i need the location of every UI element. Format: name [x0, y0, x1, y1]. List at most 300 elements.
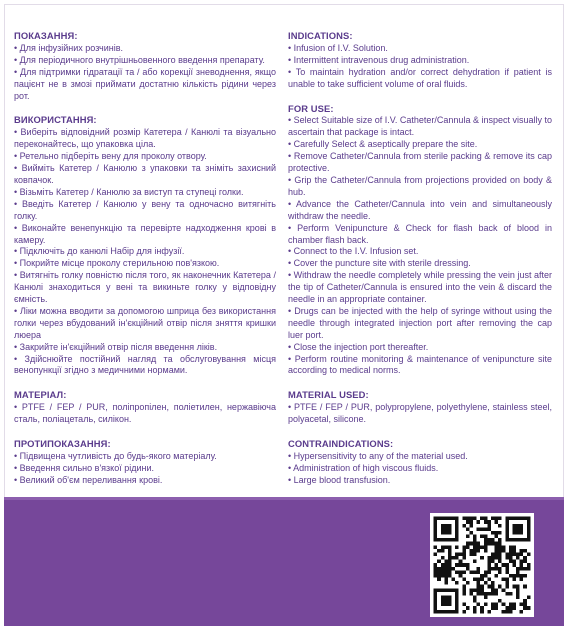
qr-module [505, 527, 509, 531]
qr-module [512, 524, 516, 528]
qr-module [444, 570, 448, 574]
qr-module [444, 545, 448, 549]
qr-module [498, 517, 502, 521]
qr-module [434, 531, 438, 535]
qr-module [502, 578, 506, 582]
qr-module [509, 545, 513, 549]
qr-module [487, 556, 491, 560]
qr-module [477, 549, 481, 553]
qr-module [473, 517, 477, 521]
qr-module [527, 606, 531, 610]
list-item: • Intermittent intravenous drug administration. [288, 54, 470, 65]
qr-module [441, 567, 445, 571]
qr-module [477, 581, 481, 585]
qr-module [516, 588, 520, 592]
qr-module [455, 545, 459, 549]
qr-module [512, 545, 516, 549]
qr-module [434, 606, 438, 610]
qr-module [448, 538, 452, 542]
qr-module [477, 578, 481, 582]
qr-module [520, 517, 524, 521]
qr-module [495, 542, 499, 546]
qr-module [509, 610, 513, 614]
qr-module [512, 578, 516, 582]
qr-module [434, 517, 438, 521]
qr-module [498, 542, 502, 546]
qr-module [495, 574, 499, 578]
qr-module [520, 563, 524, 567]
qr-module [520, 574, 524, 578]
qr-module [520, 578, 524, 582]
qr-module [455, 535, 459, 539]
qr-module [469, 531, 473, 535]
qr-module [505, 581, 509, 585]
qr-module [448, 531, 452, 535]
qr-module [462, 524, 466, 528]
qr-module [505, 520, 509, 524]
list-item: • Drugs can be injected with the help of syringe without using the needle through integrated injection port after removing the cap luer port. [288, 305, 552, 340]
qr-module [509, 549, 513, 553]
list-item: • Grip the Catheter/Cannula from projections provided on body & hub. [288, 174, 552, 197]
qr-module [473, 552, 477, 556]
list-item: • Закрийте ін'єкційний отвір після введення ліків. [14, 341, 218, 352]
qr-module [484, 592, 488, 596]
qr-module [437, 610, 441, 614]
qr-module [495, 592, 499, 596]
heading-contraindications-ua: ПРОТИПОКАЗАННЯ: [14, 438, 111, 450]
qr-module [441, 595, 445, 599]
qr-module [495, 563, 499, 567]
qr-module [512, 606, 516, 610]
qr-module [477, 588, 481, 592]
heading-contraindications-en: CONTRAINDICATIONS: [288, 438, 394, 450]
qr-module [480, 585, 484, 589]
qr-module [491, 585, 495, 589]
qr-module [462, 592, 466, 596]
qr-module [498, 524, 502, 528]
qr-module [516, 592, 520, 596]
qr-module [487, 527, 491, 531]
qr-module [437, 570, 441, 574]
qr-module [487, 592, 491, 596]
qr-module [512, 563, 516, 567]
qr-module [491, 531, 495, 535]
qr-module [477, 542, 481, 546]
qr-module [527, 524, 531, 528]
qr-module [505, 556, 509, 560]
qr-module [502, 549, 506, 553]
qr-module [505, 570, 509, 574]
qr-module [509, 574, 513, 578]
qr-module [523, 574, 527, 578]
heading-indications-ua: ПОКАЗАННЯ: [14, 30, 78, 41]
qr-module [523, 567, 527, 571]
qr-module [434, 570, 438, 574]
qr-module [520, 610, 524, 614]
qr-module [487, 570, 491, 574]
qr-module [444, 581, 448, 585]
qr-module [441, 574, 445, 578]
qr-module [495, 552, 499, 556]
qr-module [523, 599, 527, 603]
qr-module [512, 527, 516, 531]
qr-module [477, 567, 481, 571]
qr-module [448, 599, 452, 603]
qr-module [495, 606, 499, 610]
qr-module [480, 545, 484, 549]
qr-module [520, 531, 524, 535]
qr-module [484, 520, 488, 524]
qr-module [487, 524, 491, 528]
qr-module [491, 588, 495, 592]
list-item: • Для підтримки гідратації та / або корекції зневоднення, якщо пацієнт не в змозі приймати достатню кількість рідини через рот. [14, 66, 276, 101]
list-item: • Perform routine monitoring & maintenance of venipuncture site according to medical norms. [288, 353, 552, 376]
qr-module [527, 567, 531, 571]
qr-module [484, 545, 488, 549]
qr-module [452, 556, 456, 560]
qr-module [455, 588, 459, 592]
qr-module [448, 552, 452, 556]
qr-module [466, 517, 470, 521]
qr-module [484, 570, 488, 574]
qr-module [444, 517, 448, 521]
qr-module [448, 560, 452, 564]
qr-module [452, 610, 456, 614]
qr-module [441, 610, 445, 614]
qr-module [444, 527, 448, 531]
qr-module [477, 603, 481, 607]
list-item: • Здійснюйте постійний нагляд та обслуговування місця венопункції згідно з медичними нормами. [14, 353, 276, 376]
section-indications-en [288, 30, 552, 91]
qr-module [505, 563, 509, 567]
qr-module [495, 520, 499, 524]
qr-module [444, 538, 448, 542]
list-item: • Administration of high viscous fluids. [288, 462, 439, 473]
qr-module [491, 603, 495, 607]
qr-module [473, 606, 477, 610]
list-item: • Підвищена чутливість до будь-якого матеріалу. [14, 451, 217, 461]
qr-module [480, 517, 484, 521]
qr-module [477, 585, 481, 589]
qr-module [452, 517, 456, 521]
list-item: • Withdraw the needle completely while pressing the vein just after the tip of Catheter/Cannula is ensured into the vein & discard the needle in an appropriate container. [288, 270, 552, 305]
qr-module [441, 563, 445, 567]
list-item: • Select Suitable size of I.V. Catheter/Cannula & inspect visually to ascertain that package is intact. [288, 115, 552, 138]
qr-module [462, 545, 466, 549]
qr-module [495, 531, 499, 535]
qr-module [498, 531, 502, 535]
qr-module [448, 570, 452, 574]
qr-module [448, 527, 452, 531]
qr-module [473, 560, 477, 564]
qr-module [498, 556, 502, 560]
qr-module [437, 549, 441, 553]
qr-module [466, 567, 470, 571]
qr-module [434, 592, 438, 596]
qr-module [491, 567, 495, 571]
qr-module [455, 606, 459, 610]
qr-module [527, 527, 531, 531]
qr-module [512, 549, 516, 553]
qr-module [455, 563, 459, 567]
qr-module [462, 563, 466, 567]
qr-module [441, 599, 445, 603]
qr-module [473, 578, 477, 582]
qr-module [448, 574, 452, 578]
qr-module [491, 560, 495, 564]
qr-module [487, 567, 491, 571]
qr-module [495, 588, 499, 592]
qr-module [512, 517, 516, 521]
list-item: • Large blood transfusion. [288, 474, 391, 485]
qr-module [448, 603, 452, 607]
qr-module [437, 567, 441, 571]
column-english [288, 30, 552, 499]
qr-module [469, 524, 473, 528]
qr-module [452, 578, 456, 582]
qr-module [498, 545, 502, 549]
list-item: • Витягніть голку повністю після того, як наконечник Катетера / Канюлі знаходиться у вені та викиньте голку у відповідну ємність. [14, 270, 276, 305]
qr-module [516, 552, 520, 556]
qr-module [462, 570, 466, 574]
qr-module [512, 603, 516, 607]
qr-module [448, 588, 452, 592]
heading-indications-en: INDICATIONS: [288, 30, 353, 41]
qr-module [434, 610, 438, 614]
qr-module [484, 517, 488, 521]
qr-module [487, 610, 491, 614]
qr-module [462, 578, 466, 582]
list-item: • Виберіть відповідний розмір Катетера / Канюлі та візуально переконайтесь, що упаковка ціла. [14, 127, 276, 150]
qr-module [448, 610, 452, 614]
qr-module [473, 610, 477, 614]
qr-module [484, 603, 488, 607]
qr-module [444, 595, 448, 599]
qr-module [480, 527, 484, 531]
list-item: • Ретельно підберіть вену для проколу отвору. [14, 151, 207, 162]
qr-module [491, 606, 495, 610]
qr-module [452, 567, 456, 571]
qr-module [459, 560, 463, 564]
list-item: • Remove Catheter/Cannula from sterile packing & remove its cap protective. [288, 151, 552, 174]
qr-module [477, 527, 481, 531]
qr-module [484, 549, 488, 553]
list-item: • Візьміть Катетер / Канюлю за виступ та ступеці голки. [14, 186, 244, 197]
qr-module [527, 538, 531, 542]
qr-module [527, 563, 531, 567]
qr-module [469, 517, 473, 521]
qr-module [455, 527, 459, 531]
qr-module [459, 563, 463, 567]
list-item: • Infusion of I.V. Solution. [288, 42, 388, 53]
qr-module [516, 567, 520, 571]
list-item: • PTFE / FEP / PUR, polypropylene, polyethylene, stainless steel, polyacetal, silicone. [288, 402, 552, 425]
qr-module [505, 567, 509, 571]
qr-module [455, 524, 459, 528]
qr-module [455, 517, 459, 521]
qr-module [473, 570, 477, 574]
section-use-en [288, 103, 552, 378]
list-item: • Carefully Select & aseptically prepare the site. [288, 139, 478, 150]
qr-module [434, 545, 438, 549]
section-use-ua [14, 114, 276, 377]
qr-module [505, 606, 509, 610]
qr-module [466, 527, 470, 531]
qr-module [505, 538, 509, 542]
qr-module [512, 531, 516, 535]
qr-module [491, 581, 495, 585]
qr-module [480, 588, 484, 592]
qr-module [448, 549, 452, 553]
qr-module [516, 538, 520, 542]
qr-module [495, 603, 499, 607]
list-item: • Advance the Catheter/Cannula into vein and simultaneously withdraw the needle. [288, 198, 552, 221]
qr-module [527, 552, 531, 556]
qr-module [437, 560, 441, 564]
list-item: • PTFE / FEP / PUR, поліпропілен, поліетилен, нержавіюча сталь, поліацеталь, силікон. [14, 402, 276, 425]
qr-module [441, 556, 445, 560]
qr-module [495, 567, 499, 571]
qr-module [462, 603, 466, 607]
qr-module [502, 588, 506, 592]
qr-module [469, 592, 473, 596]
qr-module [512, 538, 516, 542]
heading-use-ua: ВИКОРИСТАННЯ: [14, 114, 97, 126]
qr-module [444, 567, 448, 571]
qr-module [505, 531, 509, 535]
qr-module [444, 560, 448, 564]
qr-module [509, 603, 513, 607]
qr-module [520, 567, 524, 571]
qr-module [441, 545, 445, 549]
list-item: • Покрийте місце проколу стерильною пов'язкою. [14, 258, 220, 269]
qr-module [523, 606, 527, 610]
qr-module [480, 574, 484, 578]
qr-module [434, 574, 438, 578]
list-item: • Великий об'єм переливання крові. [14, 474, 163, 485]
list-item: • To maintain hydration and/or correct dehydration if patient is unable to take sufficient volume of oral fluids. [288, 66, 552, 89]
qr-module [462, 549, 466, 553]
qr-module [512, 574, 516, 578]
qr-module [505, 524, 509, 528]
qr-module [491, 517, 495, 521]
qr-module [434, 535, 438, 539]
qr-module [462, 552, 466, 556]
qr-module [455, 595, 459, 599]
qr-module [516, 574, 520, 578]
qr-module [441, 517, 445, 521]
qr-module [512, 560, 516, 564]
section-contraindications-ua [14, 438, 276, 487]
qr-module [455, 520, 459, 524]
qr-module [466, 542, 470, 546]
qr-module [520, 552, 524, 556]
qr-module [527, 535, 531, 539]
qr-module [459, 574, 463, 578]
qr-module [520, 527, 524, 531]
qr-module [459, 552, 463, 556]
qr-module [498, 552, 502, 556]
qr-module [495, 517, 499, 521]
qr-module [455, 556, 459, 560]
qr-module [459, 570, 463, 574]
qr-module [495, 535, 499, 539]
qr-module [480, 556, 484, 560]
list-item: • Close the injection port thereafter. [288, 341, 429, 352]
qr-module [444, 524, 448, 528]
qr-module [452, 538, 456, 542]
qr-module [448, 517, 452, 521]
qr-module [487, 578, 491, 582]
qr-module [491, 538, 495, 542]
qr-module [502, 563, 506, 567]
qr-module [484, 595, 488, 599]
qr-module [469, 549, 473, 553]
qr-code-graphic [430, 513, 534, 617]
qr-module [480, 578, 484, 582]
qr-module [462, 610, 466, 614]
qr-module [473, 595, 477, 599]
qr-module [444, 599, 448, 603]
qr-module [441, 527, 445, 531]
qr-module [520, 524, 524, 528]
qr-module [473, 535, 477, 539]
qr-module [462, 556, 466, 560]
qr-module [498, 567, 502, 571]
qr-module [516, 595, 520, 599]
qr-module [469, 542, 473, 546]
qr-module [480, 592, 484, 596]
qr-module [512, 552, 516, 556]
qr-module [484, 542, 488, 546]
qr-module [498, 570, 502, 574]
qr-module [469, 570, 473, 574]
qr-module [455, 610, 459, 614]
qr-module [455, 531, 459, 535]
qr-module [434, 567, 438, 571]
qr-module [444, 531, 448, 535]
list-item: • Введіть Катетер / Канюлю у вену та одночасно витягніть голку. [14, 198, 276, 221]
qr-module [484, 538, 488, 542]
qr-module [462, 585, 466, 589]
list-item: • Perform Venipuncture & Check for flash back of blood in chamber flash back. [288, 222, 552, 245]
qr-module [437, 538, 441, 542]
qr-module [498, 560, 502, 564]
qr-module [484, 581, 488, 585]
qr-module [527, 531, 531, 535]
qr-module [444, 603, 448, 607]
qr-module [448, 524, 452, 528]
qr-module [444, 578, 448, 582]
qr-module [448, 545, 452, 549]
qr-module [441, 549, 445, 553]
qr-module [466, 606, 470, 610]
qr-module [505, 585, 509, 589]
qr-module [509, 538, 513, 542]
qr-module [473, 599, 477, 603]
qr-module [480, 606, 484, 610]
qr-module [444, 610, 448, 614]
qr-module [434, 520, 438, 524]
qr-code-icon [430, 513, 534, 617]
qr-module [523, 538, 527, 542]
qr-module [441, 588, 445, 592]
qr-module [502, 610, 506, 614]
qr-module [434, 588, 438, 592]
qr-module [484, 527, 488, 531]
list-item: • Connect to the I.V. Infusion set. [288, 246, 419, 257]
qr-module [437, 517, 441, 521]
